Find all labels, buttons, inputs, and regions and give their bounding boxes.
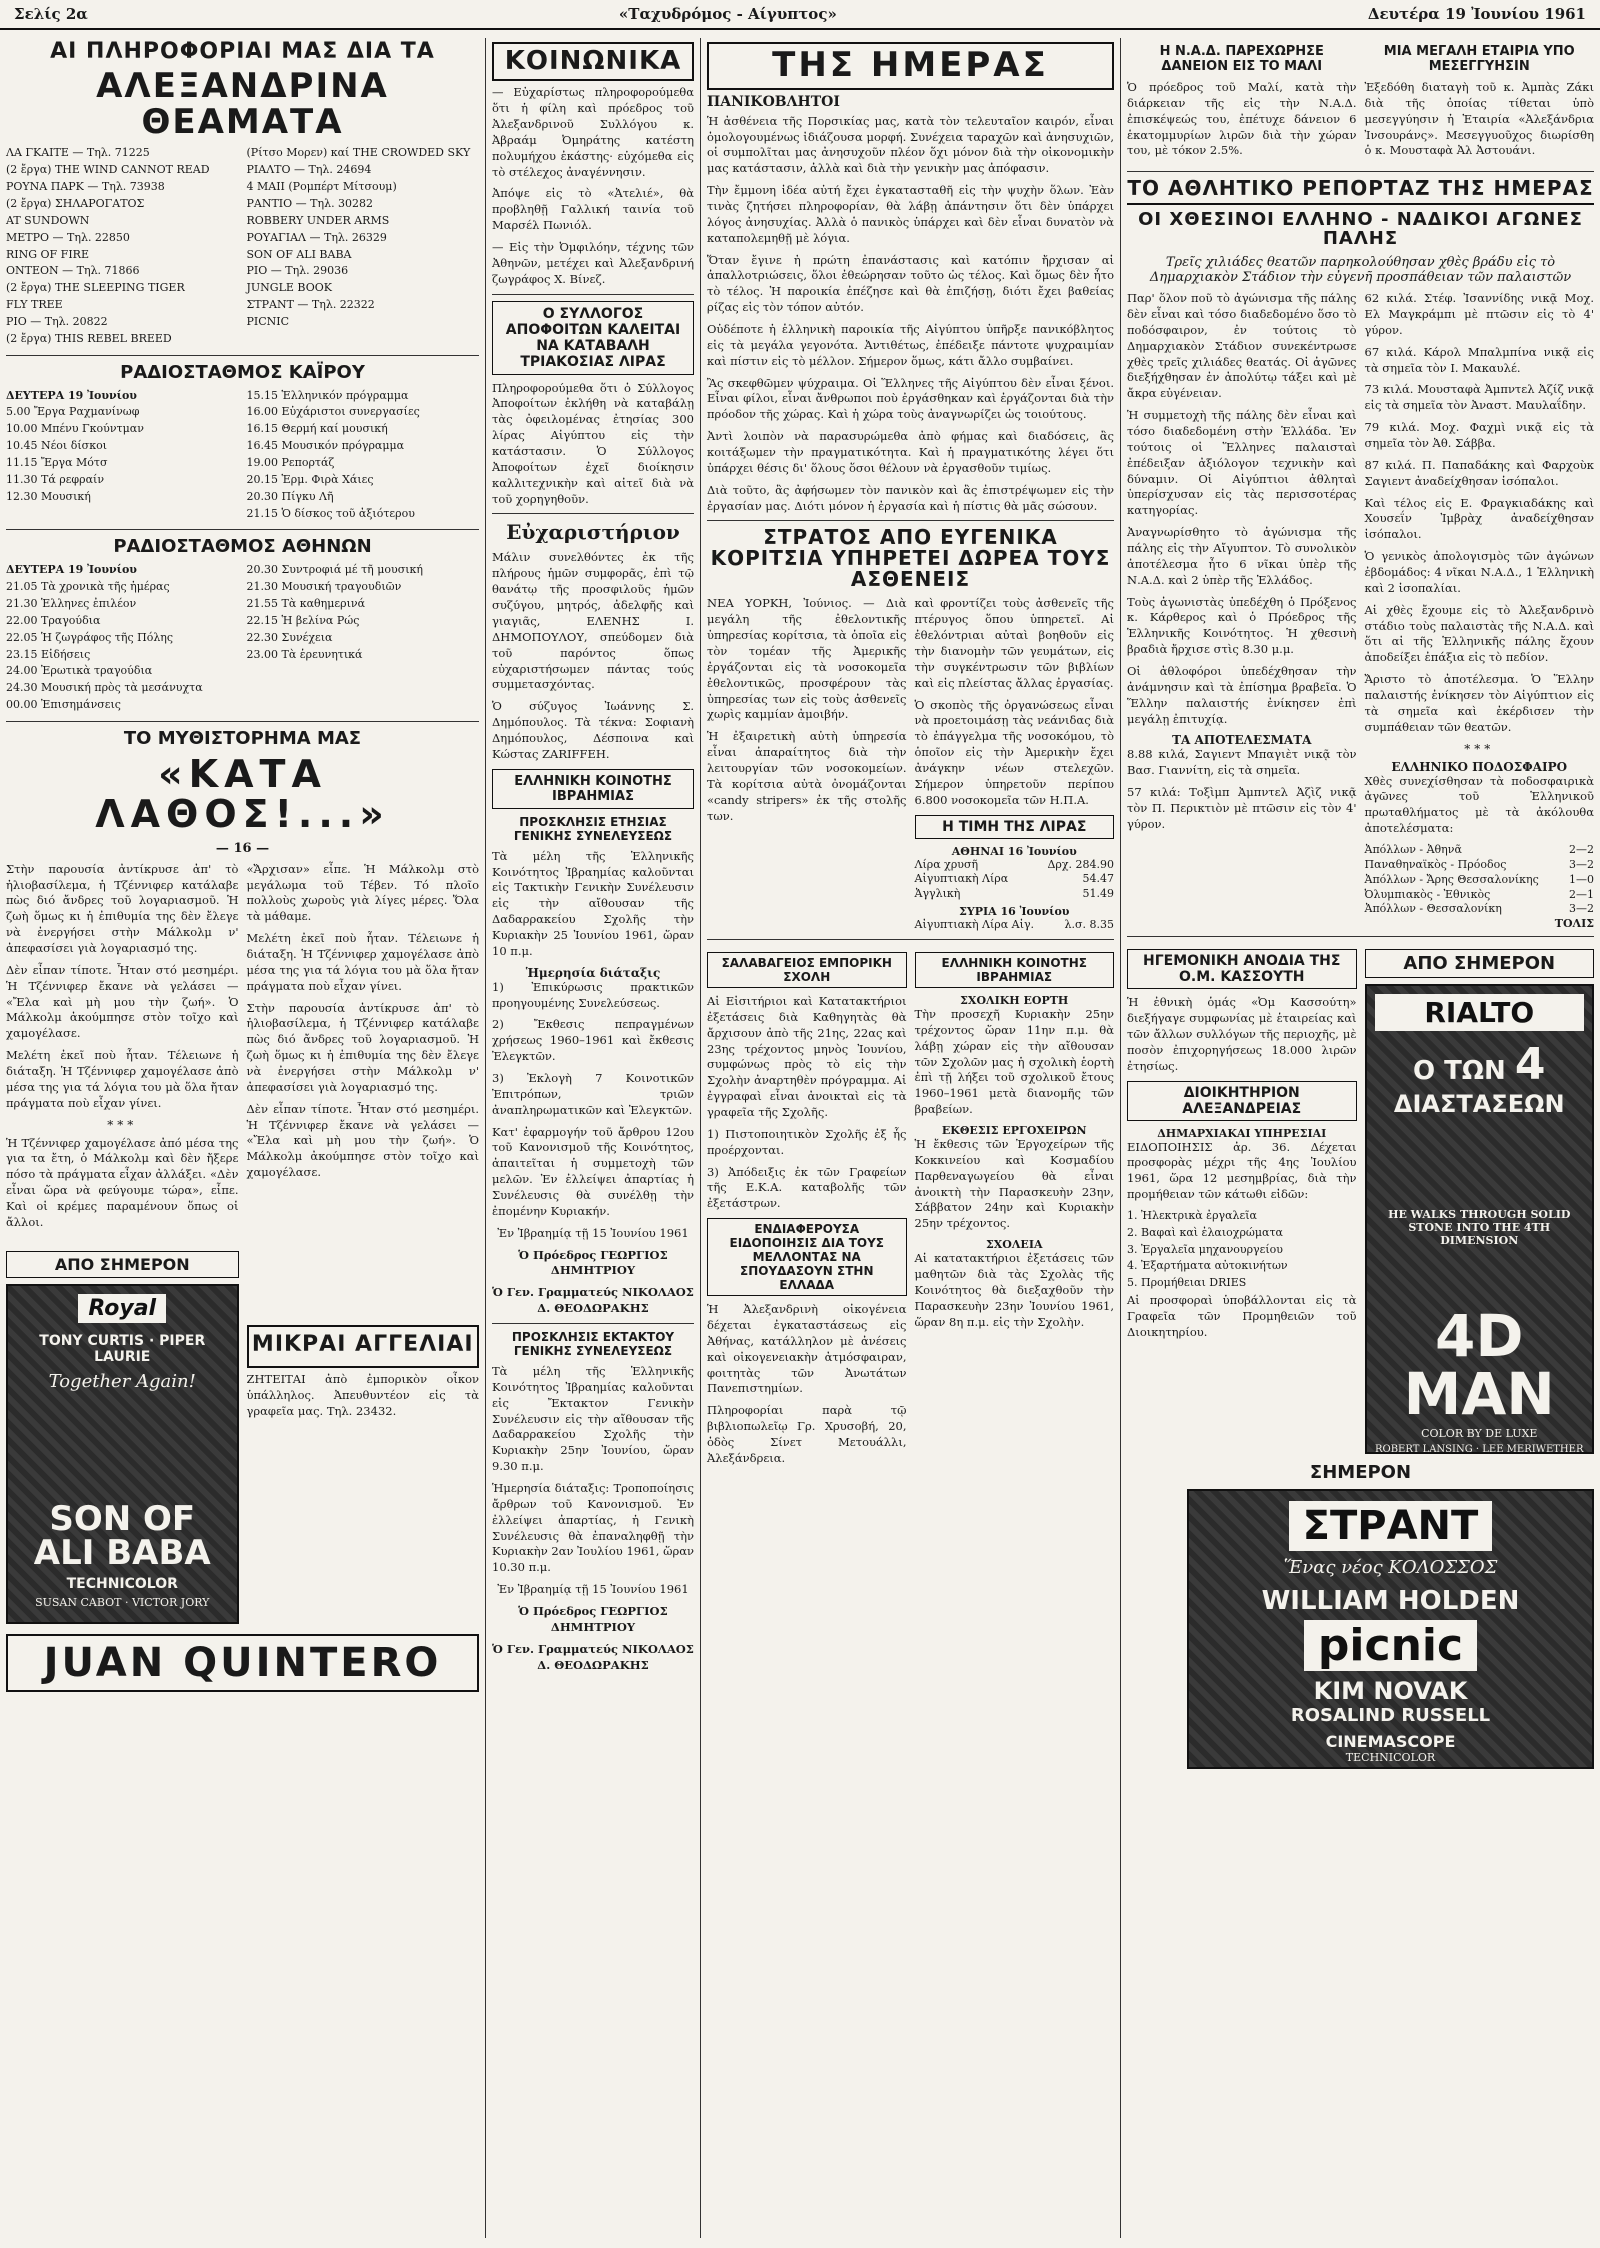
cinema-listing: PICNIC [246,314,290,328]
radio-program-item: 16.45 Μουσικόν πρόγραμμα [246,439,405,453]
wrestling-result: 87 κιλά. Π. Παπαδάκης καὶ Φαρχοὺκ Σαγιεντ ἀναδείχθησαν ἰσόπαλοι. [1364,457,1594,488]
results-text: 57 κιλά: Τοξὶμπ Ἀμπντελ Ἀζὶζ νικᾷ τὸν Π. Περικτιὸν μὲ πτῶσιν εἰς τὸν 4' γύρον. [1127,785,1357,831]
wrestling-paragraph: Ἀναγνωρίσθητο τὸ ἀγώνισμα τῆς πάλης εἰς τὴν Αἴγυπτον. Τὸ συνολικὸν ἀποτέλεσμα ἦτο 6 νῖκαι ὑπὲρ τῆς Ν.Α.Δ. καὶ 2 ὑπὲρ τῆς Ἑλλάδος. [1127,525,1357,587]
football-title: ΕΛΛΗΝΙΚΟ ΠΟΔΟΣΦΑΙΡΟ [1391,759,1568,774]
cinema-listing: FLY TREE [6,298,63,312]
wrestling-result: Ἄριστο τὸ ἀποτέλεσμα. Ὁ Ἕλλην παλαιστής ἐνίκησεν τὸν Αἰγύπτιον εἰς τὰ σημεῖα καὶ ἐκέρδισεν τὴν συμπάθειαν τῶν θεατῶν. [1364,672,1594,734]
classifieds-text: ΖΗΤΕΙΤΑΙ ἀπὸ ἐμπορικὸν οἶκον ὑπάλληλος. Ἀπευθυντέον εἰς τὰ γραφεῖα μας. Τηλ. 23432. [246,1371,479,1418]
separator-stars: *** [107,1117,138,1132]
cinema-listing: ΜΕΤΡΟ — Τηλ. 22850 [6,230,130,244]
ad-pretitle: Ο ΤΩΝ [1413,1056,1506,1087]
ad-credits: SUSAN CABOT · VICTOR JORY [35,1595,210,1609]
cinema-listing: RING OF FIRE [6,247,89,261]
thanks-text: Μάλιν συνελθόντες ἐκ τῆς πλήρους ἡμῶν συμφορᾶς, ἐπὶ τῷ θανάτῳ τῆς προσφιλοῦς ἡμῶν συζύγου, μητρός, ἀδελφῆς καὶ γιαγιᾶς, ΕΛΕΝΗΣ Ι. ΔΗΜΟΠΟΥΛΟΥ, σπεύδομεν διὰ τοῦ παρόντος ὅπως εὐχαριστήσωμεν πάντας τούς συμμετασχόντας. [492,550,694,692]
radio-program-item: 21.05 Τὰ χρονικὰ τῆς ἡμέρας [6,580,170,594]
school-text: Αἱ Εἰσιτήριοι καὶ Κατατακτήριοι ἐξετάσεις διὰ Καθηγητὰς θὰ ἄρχισουν ἀπὸ τῆς 21ης, 22ας καὶ 23ης τρέχοντος μηνὸς Ἰουνίου, συμφώνως πρὸς τὸ εἰς τὴν Σχολὴν ἀναρτηθὲν πρόγραμμα. Αἱ ἐγγραφαὶ εἶναι ἀνοικταὶ εἰς τὰ γραφεῖα τῆς Σχολῆς. [707,994,907,1120]
study-title: ΕΝΔΙΑΦΕΡΟΥΣΑ ΕΙΔΟΠΟΙΗΣΙΣ ΔΙΑ ΤΟΥΣ ΜΕΛΛΟΝΤΑΣ ΝΑ ΣΠΟΥΔΑΣΟΥΝ ΣΤΗΝ ΕΛΛΑΔΑ [707,1218,907,1296]
ad-color: COLOR BY DE LUXE [1421,1427,1538,1441]
ad-color: TECHNICOLOR [66,1575,178,1592]
kassoutis-title: ΗΓΕΜΟΝΙΚΗ ΑΝΟΔΙΑ ΤΗΣ Ο.Μ. ΚΑΣΣΟΥΤΗ [1127,949,1357,989]
notice-text: Κατ' ἐφαρμογήν τοῦ ἄρθρου 12ου τοῦ Κανονισμοῦ τῆς Κοινότητος, ἀπαιτεῖται ἡ συμμετοχὴ τῶν μελῶν. Ἐν ἐλλείψει ἀπαρτίας ἡ Συνέλευσις θὰ συνέλθῃ τὴν ἐπομένην Κυριακήν. [492,1124,694,1218]
social-paragraph: Ἀπόψε εἰς τὸ «Ἀτελιέ», θὰ προβληθῇ Γαλλική ταινία τοῦ Μαρσέλ Πωνιόλ. [492,186,694,233]
notice2-text: Τὰ μέλη τῆς Ἑλληνικῆς Κοινότητος Ἰβραημίας καλοῦνται εἰς Ἔκτακτον Γενικὴν Συνέλευσιν εἰς τὴν αἴθουσαν τῆς Δαδαρρακείου Σχολῆς τὴν Κυριακὴν 25ην Ἰουνίου, ὥραν 9.30 π.μ. [492,1364,694,1474]
admin-item: 4. Ἐξαρτήματα αὐτοκινήτων [1127,1259,1288,1273]
novel-paragraph: Στὴν παρουσία ἀντίκρυσε ἀπ' τὸ ἡλιοβασίλεμα, ἡ Τζέννιφερ κατάλαβε πὼς διό ἄνδρες τοῦ λογαριασμοῦ. Ἡ ζωὴ ὅμως κι ἡ ἐπιθυμία της δὲν ἔλεγε νὰ ἐνεργήσει στὴν Μάλκολμ ν' ἀπεφασίσει γιὰ λογαριασμό της. [246,1000,479,1094]
novel-paragraph: Στὴν παρουσία ἀντίκρυσε ἀπ' τὸ ἡλιοβασίλεμα, ἡ Τζέννιφερ κατάλαβε πὼς διό ἄνδρες τοῦ λογαριασμοῦ. Ἡ ζωὴ ὅμως κι ἡ ἐπιθυμία της δὲν ἔλεγε νὰ ἐνεργήσει στὴν Μάλκολμ ν' ἀπεφασίσει γιὰ λογαριασμό της. [6,861,239,956]
social-paragraph: — Εἰς τὴν Ὀμφιλόην, τέχνης τῶν Ἀθηνῶν, μετέχει καὶ Ἀλεξανδρινή ζωγράφος Χ. Βίνεζ. [492,240,694,286]
radio-program-item: 11.30 Τά ρεφραίν [6,472,105,486]
admin-text: Αἱ προσφοραὶ ὑποβάλλονται εἰς τὰ Γραφεῖα τῶν Προμηθειῶν τοῦ Διοικητηρίου. [1127,1293,1357,1339]
army-text: καὶ φροντίζει τοὺς ἀσθενεῖς τῆς πτέρυγος ὅπου ὑπηρετεῖ. Αἱ ἐθελόντριαι αὐταὶ βοηθοῦν εἰς τὴν διανομὴν τῶν γευμάτων, εἰς τὴν συγκέντρωσιν τῶν βιβλίων καὶ εἰς πλείστας ἄλλας ἐργασίας. [914,596,1114,690]
admin-subtitle: ΔΗΜΑΡΧΙΑΚΑΙ ΥΠΗΡΕΣΙΑΙ [1157,1126,1327,1140]
radio-program-item: 21.30 Ἑλληνες ἐπιλέον [6,597,137,611]
editorial-paragraph: Ὅταν ἔγινε ἡ πρώτη ἐπανάστασις καὶ κατόπιν ἤρχισαν αἱ ἀπαλλοτριώσεις, ὅλοι ἐθεώρησαν τοῦτο ὡς τέλος. Καὶ ὅμως δὲν ἦτο τὸ τέλος. Ἡ παροικία ἐπέζησε καὶ θὰ ἐπιζήσῃ, διότι ἔχει βαθείας ρίζας εἰς τὸν τόπον αὐτόν. [707,252,1114,315]
cinema-listing: ΣΤΡΑΝΤ — Τηλ. 22322 [246,298,375,312]
cinema-listing: 4 ΜΑΙΙ (Ρομπέρτ Μίτσουμ) [246,180,397,194]
radio-program-item: 12.30 Μουσική [6,489,91,503]
admin-item: 2. Βαφαὶ καὶ ἐλαιοχρώματα [1127,1225,1283,1239]
juan-quintero-banner: JUAN QUINTERO [43,1639,442,1686]
column-2 [486,38,700,1679]
football-result-row: Ἀπόλλων - Ἀθηνᾶ 2—2 [1364,843,1594,856]
radio-program-item: 22.05 Ἡ ζωγράφος τῆς Πόλης [6,630,174,644]
study-text: Ἡ Ἀλεξανδρινὴ οἰκογένεια δέχεται ἐγκαταστάσεως εἰς Ἀθήνας, κατάλληλον μὲ ἀνέσεις καὶ οἰκογενειακὴν ἀτμόσφαιραν, φοιτητὰς τῶν Ἀνωτάτων Πανεπιστημίων. [707,1302,907,1396]
radio-kairo-schedule [6,389,479,524]
lira-price-row: Λίρα χρυσῆ Δρχ. 284.90 [914,857,1114,871]
radio-program-item: 11.15 Ἔργα Μότσ [6,455,108,469]
radio-program-item: 15.15 Ἑλληνικόν πρόγραμμα [246,388,409,402]
editorial-paragraph: Ἂς σκεφθῶμεν ψύχραιμα. Οἱ Ἕλληνες τῆς Αἰγύπτου δὲν εἶναι ξένοι. Εἶναι φίλοι, εἶναι ἄνθρωποι ποὺ ἐργάσθηκαν καὶ ἐργάζονται διὰ τὴν πρόοδον τῆς χώρας. Καὶ ἡ χώρα τοὺς ἀναγνωρίζει ὡς τοιούτους. [707,375,1114,422]
ad-tagline: HE WALKS THROUGH SOLID STONE INTO THE 4TH DIMENSION [1388,1208,1571,1248]
royal-cinema-ad[interactable] [6,1284,239,1624]
editorial-paragraph: Διὰ τοῦτο, ἂς ἀφήσωμεν τὸν πανικὸν καὶ ἂς ἐπιστρέψωμεν εἰς τὴν ἐργασίαν μας. Διότι μόνον ἡ ἐργασία καὶ ἡ πίστις θὰ μᾶς σώσουν. [707,482,1114,513]
wrestling-result: 79 κιλά. Μοχ. Φαχμὶ νικᾷ εἰς τὰ σημεῖα τὸν Ἀθ. Σάββα. [1364,420,1594,450]
ad-film-title-2: 4D MAN [1403,1302,1555,1429]
notice-secretary: Ὁ Γεν. Γραμματεύς ΝΙΚΟΛΑΟΣ Δ. ΘΕΟΔΩΡΑΚΗΣ [492,1285,694,1316]
radio-program-item: 23.15 Εἰδήσεις [6,647,91,661]
company-sequestration-text: Ἐξεδόθη διαταγὴ τοῦ κ. Ἀμπὰς Ζάκι διὰ τῆς ὁποίας τίθεται ὑπὸ μεσεγγύησιν ἡ Ἑταιρία «Ἀλεξάνδρια Ἰνσουράνς». Μεσεγγυοῦχος διωρίσθη ὁ κ. Μουσταφὰ Ἀλ Ἀστουάνι. [1364,80,1594,158]
strand-cinema-ad[interactable] [1187,1489,1594,1769]
editorial-paragraph: Τὴν ἔμμονη ἰδέα αὐτή ἔχει ἐγκατασταθῆ εἰς τὴν ψυχὴν ὅλων. Ἐὰν τινὰς ζητήσει πληροφορίαν, θὰ λάβῃ ἀπάντησιν ὅτι δὲν ὑπάρχει λόγος ἀνησυχίας. Ἀλλὰ ὁ πανικὸς ὑπάρχει καὶ δὲν εἶναι δυνατὸν νὰ καταπολεμηθῇ μὲ λόγια. [707,183,1114,245]
wrestling-paragraph: Ἡ συμμετοχὴ τῆς πάλης δὲν εἶναι καὶ τόσο διαδεδομένη στὴν Ἑλλάδα. Ἐν τούτοις οἱ Ἕλληνες παλαισταὶ ἐπέδειξαν ἀξιόλογον τεχνικὴν καὶ δύναμιν. Οἱ Αἰγύπτιοι ἀθληταὶ ὑπερίσχυσαν εἰς τὰς περισσοτέρας κατηγορίας. [1127,408,1357,518]
cinema-listing: (2 ἔργα) THE SLEEPING TIGER [6,281,185,295]
cinema-listings [6,146,479,348]
radio-athens-date: ΔΕΥΤΕΡΑ 19 Ἰουνίου [6,563,137,577]
ad-credits: ROBERT LANSING · LEE MERIWETHER [1374,1444,1584,1456]
sport-report-title: ΤΟ ΑΘΛΗΤΙΚΟ ΡΕΠΟΡΤΑΖ ΤΗΣ ΗΜΕΡΑΣ [1127,178,1594,205]
agenda-item: 3) Ἐκλογὴ 7 Κοινοτικῶν Ἐπιτρόπων, τριῶν ἀναπληρωματικῶν καὶ Ἐλεγκτῶν. [492,1070,694,1117]
rialto-logo: RIALTO [1375,994,1585,1031]
school-item: 1) Πιστοποιητικὸν Σχολῆς ἐξ ἧς προέρχονται. [707,1126,907,1157]
alumni-headline: Ο ΣΥΛΛΟΓΟΣ ΑΠΟΦΟΙΤΩΝ ΚΑΛΕΙΤΑΙ ΝΑ ΚΑΤΑΒΑΛΗ ΤΡΙΑΚΟΣΙΑΣ ΛΙΡΑΣ [492,301,694,375]
notice2-date: Ἐν Ἰβραημίᾳ τῇ 15 Ἰουνίου 1961 [497,1582,689,1597]
school-item: 3) Ἀπόδειξις ἐκ τῶν Γραφείων τῆς Ε.Κ.Α. καταβολῆς τῶν ἐξετάστρων. [707,1164,907,1211]
ad-star: ROSALIND RUSSELL [1290,1705,1491,1727]
page-number: Σελίς 2α [14,5,88,23]
wrestling-headline: ΟΙ ΧΘΕΣΙΝΟΙ ΕΛΛΗΝΟ - ΝΑΔΙΚΟΙ ΑΓΩΝΕΣ ΠΑΛΗΣ [1138,209,1583,250]
wrestling-paragraph: Παρ' ὅλον ποῦ τὸ ἀγώνισμα τῆς πάλης δὲν εἶναι καὶ τόσο διαδεδομένο ὅσο τὸ ποδόσφαιρον, ἐν τούτοις τὸ Δημαρχιακὸν Στάδιον συνεκέντρωσε χθὲς τρεῖς χιλιάδες θεατάς. Οἱ ἀγῶνες διεξήχθησαν ἐν ἀπολύτῳ τάξει καὶ μὲ ἄκρα εὐγένειαν. [1127,291,1357,401]
radio-program-item: 20.30 Συντροφιά μέ τῆ μουσική [246,563,424,577]
column-1 [0,38,485,1696]
ergocheiron-title: ΕΚΘΕΣΙΣ ΕΡΓΟΧΕΙΡΩΝ [941,1124,1087,1138]
lira-price-row: Αἰγυπτιακὴ Λίρα 54.47 [914,872,1114,886]
issue-date: Δευτέρα 19 Ἰουνίου 1961 [1367,5,1586,23]
notice2-text: Ἡμερησία διάταξις: Τροποποίησις ἄρθρων τοῦ Κανονισμοῦ. Ἐν ἐλλείψει ἀπαρτίας, ἡ Γενικὴ Συνέλευσις θὰ ἐπαναληφθῇ τὴν Κυριακὴν 2αν Ἰουλίου 1961, ὥραν 10.30 π.μ. [492,1481,694,1575]
admin-item: 5. Προμήθειαι DRIES [1127,1276,1247,1290]
apo-simeron-label: ΑΠΟ ΣΗΜΕΡΟΝ [1365,949,1595,978]
radio-kairo-title: ΡΑΔΙΟΣΤΑΘΜΟΣ ΚΑΪΡΟΥ [120,361,365,383]
wrestling-result: 62 κιλά. Στέφ. Ἰσαννίδης νικᾷ Μοχ. Ελ Μαγκράμπι μὲ πτῶσιν εἰς τὸ 4' γύρον. [1364,291,1594,337]
wrestling-result: 73 κιλά. Μουσταφὰ Ἀμπντελ Ἀζίζ νικᾷ εἰς τὰ σημεῖα τὸν Ἀναστ. Μαυλαΐδην. [1364,382,1594,413]
admin-title: ΔΙΟΙΚΗΤΗΡΙΟΝ ΑΛΕΞΑΝΔΡΕΙΑΣ [1127,1081,1357,1121]
editorial-title: ΤΗΣ ΗΜΕΡΑΣ [772,45,1049,85]
wrestling-paragraph: Οἱ ἀθλοφόροι ὑπεδέχθησαν τὴν ἀνάμνησιν καὶ τὰ ἐπίσημα βραβεῖα. Ὁ Ἕλλην παλαιστής ἐνίκησεν ἐπὶ μεγάλῃ ἐπιτυχίᾳ. [1127,663,1357,726]
agenda-title: Ἡμερησία διάταξις [525,965,661,980]
strand-logo: ΣΤΡΑΝΤ [1289,1501,1493,1551]
column-3 [701,38,1120,1473]
football-text: Χθὲς συνεχίσθησαν τὰ ποδοσφαιρικὰ ἀγῶνες τοῦ Ἑλληνικοῦ πρωταθλήματος μὲ τὰ ἀκόλουθα ἀποτελέσματα: [1364,773,1594,836]
radio-program-item: 20.15 Ἑρμ. Φιρὰ Χάιες [246,472,374,486]
kassoutis-text: Ἡ ἐθνικὴ ὁμάς «Ὀμ Κασσούτη» διεξήγαγε συμφωνίας μὲ ἑταιρείας καὶ τῶν ἄλλων συλλόγων τῆς περιοχῆς, μὲ ποσὸν ἐπιχορηγήσεως 18.000 λιρῶν ἐτησίως. [1127,995,1357,1073]
company-sequestration-title: ΜΙΑ ΜΕΓΑΛΗ ΕΤΑΙΡΙΑ ΥΠΟ ΜΕΣΕΓΓΥΗΣΙΝ [1383,44,1575,74]
ad-format: CINEMASCOPE [1325,1732,1456,1752]
cinema-listing: (Ρίτσο Μορεν) καί THE CROWDED SKY [246,146,471,160]
novel-chapter: — 16 — [215,840,270,856]
radio-program-item: 22.00 Τραγούδια [6,613,101,627]
notice-text: Τὰ μέλη τῆς Ἑλληνικῆς Κοινότητος Ἰβραημίας καλοῦνται εἰς Τακτικὴν Γενικὴν Συνέλευσιν εἰς τὴν αἴθουσαν τῆς Δαδαρρακείου Σχολῆς τὴν Κυριακὴν 25 Ἰουνίου 1961, ὥραν 10 π.μ. [492,848,694,958]
cinema-listing: ΟΝΤΕΟΝ — Τηλ. 71866 [6,264,140,278]
radio-program-item: 16.00 Εὐχάριστοι συνεργασίες [246,405,420,419]
notice-president: Ὁ Πρόεδρος ΓΕΩΡΓΙΟΣ ΔΗΜΗΤΡΙΟΥ [518,1247,668,1278]
thanks-title: Εὐχαριστήριον [506,520,680,545]
radio-program-item: 23.00 Τὰ ἑρευνητικά [246,647,363,661]
school-title: ΣΑΛΑΒΑΓΕΙΟΣ ΕΜΠΟΡΙΚΗ ΣΧΟΛΗ [707,952,907,988]
football-result-row: Ἀπόλλων - Ἄρης Θεσσαλονίκης 1—0 [1364,872,1594,886]
ad-film-title: picnic [1304,1620,1477,1671]
radio-program-item: 5.00 Ἔργα Ραχμανίνωφ [6,405,140,419]
army-girls-headline: ΣΤΡΑΤΟΣ ΑΠΟ ΕΥΓΕΝΙΚΑ ΚΟΡΙΤΣΙΑ ΥΠΗΡΕΤΕΙ ΔΩΡΕΑ ΤΟΥΣ ΑΣΘΕΝΕΙΣ [710,525,1111,592]
editorial-subtitle: ΠΑΝΙΚΟΒΛΗΤΟΙ [707,93,840,110]
agenda-item: 1) Ἐπικύρωσις πρακτικῶν προηγουμένης Συνελεύσεως. [492,979,694,1010]
novel-paragraph: Δὲν εἶπαν τίποτε. Ἦταν στό μεσημέρι. Ἡ Τζέννιφερ ἔκανε νὰ γελάσει — «Ἔλα καὶ μὴ μου τὴν ζωή». Ὁ Μάλκολμ ἀκούμπησε στὸν τοῖχο καὶ χαμογέλασε. [246,1101,479,1180]
community-headline: ΕΛΛΗΝΙΚΗ ΚΟΙΝΟΤΗΣ ΙΒΡΑΗΜΙΑΣ [492,769,694,809]
editorial-paragraph: Ἀντὶ λοιπὸν νὰ παρασυρώμεθα ἀπὸ φήμας καὶ διαδόσεις, ἂς κοιτάξωμεν τὴν πραγματικότητα. Καὶ ἡ πραγματικότης λέγει ὅτι ὑπάρχει θέσις δι' ὅλους ὅσοι θέλουν νὰ ἐργασθοῦν τιμίως. [707,429,1114,475]
results-title: ΤΑ ΑΠΟΤΕΛΕΣΜΑΤΑ [1172,733,1312,748]
nad-loan-text: Ὁ πρόεδρος τοῦ Μαλί, κατὰ τὴν διάρκειαν τῆς εἰς τὴν Ν.Α.Δ. ἐπισκέψεώς του, ἐπέτυχε δάνειον 6 ἑκατομμυρίων λιρῶν διὰ τὴν χώραν του, μὲ τόκον 2.5%. [1127,80,1357,158]
radio-program-item: 20.30 Πίγκυ Λῆ [246,489,334,503]
ad-tagline: Together Again! [48,1370,196,1392]
cinema-listing: ROBBERY UNDER ARMS [246,213,390,227]
novel-paragraph: Μελέτη ἐκεῖ ποὺ ἦταν. Τέλειωνε ἡ διάταξη. Ἡ Τζέννιφερ χαμογέλασε ἀπὸ μέσα της για τά λόγια του μὰ ὅλα ἤταν πράγματα ποὺ εἶχαν γίνει. [6,1048,239,1110]
ibr-subtitle: ΣΧΟΛΙΚΗ ΕΟΡΤΗ [960,994,1069,1007]
notice-date: Ἐν Ἰβραημίᾳ τῇ 15 Ἰουνίου 1961 [497,1225,689,1240]
radio-program-item: 22.15 Ἡ βελίνα Ρώς [246,613,360,627]
wrestling-subheadline: Τρεῖς χιλιάδες θεατῶν παρηκολούθησαν χθὲς βράδυ εἰς τὸ Δημαρχιακὸν Στάδιον τὴν εὐγενῆ προσπάθειαν τῶν παλαιστῶν [1149,255,1572,286]
cinema-listing: ΡΟΥΝΑ ΠΑΡΚ — Τηλ. 73938 [6,180,165,194]
ad-film-title: ΔΙΑΣΤΑΣΕΩΝ [1393,1090,1565,1119]
lira-athens-date: ΑΘΗΝΑΙ 16 Ἰουνίου [951,844,1077,858]
admin-item: 1. Ἠλεκτρικὰ ἐργαλεῖα [1127,1208,1257,1222]
cinema-listing: ΡΟΥΑΓΙΑΛ — Τηλ. 26329 [246,230,387,244]
rialto-cinema-ad[interactable] [1365,984,1595,1454]
football-result-row: Παναθηναϊκὸς - Πρόοδος 3—2 [1364,857,1594,871]
newspaper-name: «Ταχυδρόμος - Αίγυπτος» [618,5,837,23]
army-text: ΝΕΑ ΥΟΡΚΗ, Ἰούνιος. — Διὰ μεγάλη τῆς ἐθελοντικῆς ὑπηρεσίας κορίτσια, τὰ ὁποῖα εἰς τὸν τομέαν τῆς Ἀμερικῆς ἐργάζονται εἰς τὰ νοσοκομεῖα ἐθελοντικῶς, προσφέρουν τὰς ὑπηρεσίας των εἰς τοὺς ἀσθενεῖς χωρὶς καμμίαν ἀμοιβήν. [707,596,907,722]
novel-section-title: ΤΟ ΜΥΘΙΣΤΟΡΗΜΑ ΜΑΣ [123,727,362,749]
novel-paragraph: Ἡ Τζέννιφερ χαμογέλασε ἀπό μέσα της για τα ἔτη, ὁ Μάλκολμ καὶ δὲν ἤξερε πόσο τὰ πράγματα εἶχαν ἀλλάξει. «Δὲν εἶναι ὥρα νὰ φεύγουμε τώρα», εἶπε. Καὶ οἱ κρέμες παραμένουν ὅπως οἱ ἄλλοι. [6,1135,239,1229]
radio-program-item: 16.15 Θερμή καί μουσική [246,422,388,436]
ad-stars: TONY CURTIS · PIPER LAURIE [39,1332,206,1365]
cinema-listing: JUNGLE BOOK [246,281,332,295]
lira-syria-row: Αἰγυπτιακὴ Λίρα Αἰγ. λ.σ. 8.35 [914,918,1114,932]
cinema-listing: AT SUNDOWN [6,213,90,227]
lira-price-title: Η ΤΙΜΗ ΤΗΣ ΛΙΡΑΣ [915,815,1115,839]
cinema-listing: ΡΙΟ — Τηλ. 29036 [246,264,349,278]
alumni-text: Πληροφορούμεθα ὅτι ὁ Σύλλογος Ἀποφοίτων ἐκλήθη νὰ καταβάλῃ τὰς ὀφειλομένας ἐτησίας 300 λίρας Αἰγύπτου εἰς τὴν κατάστασιν. Ὁ Σύλλογος Ἀποφοίτων ἐχεῖ διοίκησιν καλλιτεχνικὴν καὶ αἰτεῖ διὰ νὰ τοῦ χορηγηθοῦν. [492,380,694,506]
royal-logo: Royal [78,1294,166,1323]
football-signature: ΤΟΛΙΣ [1554,917,1594,931]
notice2-title: ΠΡΟΣΚΛΗΣΙΣ ΕΚΤΑΚΤΟΥ ΓΕΝΙΚΗΣ ΣΥΝΕΛΕΥΣΕΩΣ [511,1330,675,1358]
scholeia-text: Αἱ κατατακτήριοι ἐξετάσεις τῶν μαθητῶν διὰ τὰς Σχολὰς τῆς Κοινότητος θὰ διεξαχθοῦν τὴν Παρασκευὴν 23ην Ἰουνίου 1961, ὥραν 8η π.μ. εἰς τὴν Σχολὴν. [914,1251,1114,1329]
lira-price-row: Ἀγγλικὴ 51.49 [914,887,1114,901]
army-text: Ἡ ἐξαιρετικὴ αὐτὴ ὑπηρεσία εἶναι ἀπαραίτητος διὰ τὴν λειτουργίαν τῶν νοσοκομείων. Τὰ κορίτσια αὐτὰ ὀνομάζονται «candy stripers» ἐκ τῆς στολῆς των. [707,729,907,823]
wrestling-result: Αἱ χθὲς ἔχουμε εἰς τὸ Ἀλεξανδρινὸ στάδιο τοὺς παλαιστὰς τῆς Ν.Α.Δ. καὶ ὅτι αἱ τῆς Ἑλληνικῆς πάλης ἔχουν ἀποδείξει ἐπάξια εἰς τὸ πεδίον. [1364,602,1594,665]
radio-kairo-date: ΔΕΥΤΕΡΑ 19 Ἰουνίου [6,388,137,402]
admin-text: ΕΙΔΟΠΟΙΗΣΙΣ ἀρ. 36. Δέχεται προσφορὰς μέχρι τῆς 4ης Ἰουλίου 1961, ὥρα 12 μεσημβρίας, διὰ τὴν προμήθειαν τῶν κάτωθι εἰδῶν: [1127,1139,1357,1202]
wrestling-paragraph: Τοὺς ἀγωνιστὰς ὑπεδέχθη ὁ Πρόξενος κ. Κάρθερος καὶ ὁ Πρόεδρος τῆς Ἑλληνικῆς Κοινότητος. Ἡ χθεσινὴ βραδιὰ ἤρχισε στὶς 8.30 μ.μ. [1127,594,1357,657]
notice2-secretary: Ὁ Γεν. Γραμματεύς ΝΙΚΟΛΑΟΣ Δ. ΘΕΟΔΩΡΑΚΗΣ [492,1641,694,1672]
novel-title: «ΚΑΤΑ ΛΑΘΟΣ!...» [95,751,390,836]
radio-program-item: 24.00 Ἐρωτικὰ τραγούδια [6,664,153,678]
editorial-paragraph: Ἡ ἀσθένεια τῆς Πορσικίας μας, κατὰ τὸν τελευταῖον καιρόν, εἶναι ὁμολογουμένως ἰδιάζουσα μορφή. Συνέχεια ταραχῶν καὶ ἀνησυχιῶν, οἱ συμπολῖται μας ἀνησυχοῦν πλέον ὅχι μόνον διὰ τὴν οἰκονομικὴν μας κατάστασιν, ἀλλὰ καὶ διὰ τὴν γενικὴν μας ἀπόφασιν. [707,113,1114,176]
ad-color: TECHNICOLOR [1345,1751,1436,1765]
cinema-listing: (2 ἔργα) THIS REBEL BREED [6,331,172,345]
wrestling-result: Ὁ γενικὸς ἀπολογισμὸς τῶν ἀγώνων ἐβδομάδος: 4 νῖκαι Ν.Α.Δ., 1 Ἑλληνικὴ καὶ 2 ἰσοπαλίαι. [1364,549,1594,595]
wrestling-result: 67 κιλά. Κάρολ Μπαλμπίνα νικᾷ εἰς τὰ σημεῖα τὸν Ι. Μακαυλέ. [1364,344,1594,375]
ibr-text: Τὴν προσεχῆ Κυριακὴν 25ην τρέχοντος ὥραν 11ην π.μ. θὰ λάβῃ χώραν εἰς τὴν αἴθουσαν τῶν Σχολῶν μας ἡ σχολικὴ ἑορτὴ ἐπὶ τῇ λήξει τοῦ σχολικοῦ ἔτους 1960–1961 μετὰ διανομῆς τῶν βραβείων. [914,1007,1114,1117]
radio-program-item: 19.00 Ρεπορτάζ [246,455,335,469]
cinema-listing: ΡΙΟ — Τηλ. 20822 [6,314,108,328]
ad-star: WILLIAM HOLDEN [1261,1586,1520,1617]
results-text: 8.88 κιλά, Σαγιεντ Μπαγιὲτ νικᾷ τὸν Βασ. Γιαννίτη, εἰς τὰ σημεῖα. [1127,747,1357,778]
ad-tagline: Ἕνας νέος ΚΟΛΟΣΣΟΣ [1283,1557,1498,1579]
cinema-listing: ΡΙΑΛΤΟ — Τηλ. 24694 [246,163,372,177]
football-result-row: Ἀπόλλων - Θεσσαλονίκη 3—2 [1364,902,1594,916]
army-text: Ὁ σκοπὸς τῆς ὀργανώσεως εἶναι νὰ προετοιμάσῃ τὰς νεάνιδας διὰ τὸ ἐπάγγελμα τῆς νοσοκόμου, τὸ ὁποῖον εἰς τὴν Ἀμερικὴν ἔχει ἀνάγκην νέων στελεχῶν. Σήμερον ὑπηρετοῦν περίπου 6.800 νοσοκομεῖα τῶν Η.Π.Α. [914,697,1114,807]
column-4 [1121,38,1600,1769]
radio-program-item: 10.00 Μπένυ Γκούντμαν [6,422,144,436]
radio-program-item: 00.00 Ἐπισημάνσεις [6,698,121,712]
radio-program-item: 22.30 Συνέχεια [246,630,333,644]
simeron-label: ΣΗΜΕΡΟΝ [1309,1462,1412,1484]
thanks-signers: Ὁ σύζυγος Ἰωάννης Σ. Δημόπουλος. Τὰ τέκνα: Σοφιανὴ Δημόπουλος, Δέσποινα καὶ Κώστας ZARIFFEH. [492,699,694,761]
scholeia-title: ΣΧΟΛΕΙΑ [986,1238,1043,1252]
apo-simeron-label: ΑΠΟ ΣΗΜΕΡΟΝ [6,1251,239,1278]
cinema-listing: SON OF ALI BABA [246,247,352,261]
ad-number: 4 [1514,1039,1546,1091]
cinema-listing: (2 ἔργα) ΣΗΛΑΡΟΓΑΤΟΣ [6,197,145,210]
lira-syria-date: ΣΥΡΙΑ 16 Ἰουνίου [959,905,1070,919]
novel-paragraph: Μελέτη ἐκεῖ ποὺ ἦταν. Τέλειωνε ἡ διάταξη. Ἡ Τζέννιφερ χαμογέλασε ἀπὸ μέσα της για τά λόγια του μὰ ὅλα ἤταν πράγματα ποὺ εἶχαν γίνει. [246,931,479,993]
radio-program-item: 10.45 Νέοι δίσκοι [6,439,107,453]
wrestling-result: Καὶ τέλος εἰς Ε. Φραγκιαδάκης καὶ Χουσεΐν Ἰμβρὰχ ἀναδείχθησαν ἰσόπαλοι. [1364,495,1594,542]
study-contact: Πληροφορίαι παρὰ τῷ βιβλιοπωλεῖῳ Γρ. Χρυσοβή, 20, ὁδὸς Σίνετ Μετουάλλι, Ἀλεξάνδρεια. [707,1403,907,1465]
radio-program-item: 21.55 Τὰ καθημερινά [246,597,366,611]
radio-program-item: 21.30 Μουσική τραγουδιῶν [246,580,402,594]
nad-loan-title: Η Ν.Α.Δ. ΠΑΡΕΧΩΡΗΣΕ ΔΑΝΕΙΟΝ ΕΙΣ ΤΟ ΜΑΛΙ [1159,44,1324,74]
radio-athens-title: ΡΑΔΙΟΣΤΑΘΜΟΣ ΑΘΗΝΩΝ [113,536,372,558]
radio-athens-schedule [6,563,479,715]
social-paragraph: — Εὐχαρίστως πληροφορούμεθα ὅτι ἡ φίλη καὶ πρόεδρος τοῦ Ἀλεξανδρινοῦ Συλλόγου κ. Ἀβραάμ Ὀμηράτης κατέστη πολυμήχου ἐκάστης· εὐχόμεθα εἰς τὸ στέλεχος ἀναγέννησιν. [492,85,694,179]
editorial-paragraph: Οὐδέποτε ἡ ἑλληνικὴ παροικία τῆς Αἰγύπτου ὑπῆρξε πανικόβλητος εἰς τὰ μεγάλα γεγονότα. Ἀντιθέτως, ἐπέδειξε πάντοτε ψυχραιμίαν καὶ πίστιν εἰς τὸ μέλλον. Σήμερον ὅμως, κάτι ἄλλο συμβαίνει. [707,322,1114,368]
separator-stars: *** [1464,741,1495,756]
ibr-title: ΕΛΛΗΝΙΚΗ ΚΟΙΝΟΤΗΣ ΙΒΡΑΗΜΙΑΣ [915,952,1115,988]
ergocheiron-text: Ἡ ἔκθεσις τῶν Ἐργοχείρων τῆς Κοκκινείου καὶ Κοσμαδίου Παρθεναγωγείου θὰ εἶναι ἀνοικτὴ τὴν Παρασκευὴν 23ην, Σάββατον 24ην καὶ Κυριακὴν 25ην τρέχοντος. [914,1137,1114,1231]
cinema-info-title: ΑΙ ΠΛΗΡΟΦΟΡΙΑΙ ΜΑΣ ΔΙΑ ΤΑ [50,39,435,64]
cinema-listing: ΛΑ ΓΚΑΙΤΕ — Τηλ. 71225 [6,146,150,160]
radio-program-item: 21.15 Ὁ δίσκος τοῦ ἀξιότερου [246,506,415,520]
cinema-listing: ΡΑΝΤΙΟ — Τηλ. 30282 [246,197,374,210]
novel-paragraph: «Ἄρχισαν» εἶπε. Ἡ Μάλκολμ στὸ μεγάλωμα τοῦ Τέβεν. Τό πλοῖο πολλοὺς χωροὺς γιὰ λίγες μέρες. Ὅλα τὰ μάθαμε. [246,861,479,924]
admin-item: 3. Ἐργαλεῖα μηχανουργείου [1127,1242,1283,1256]
notice-title: ΠΡΟΣΚΛΗΣΙΣ ΕΤΗΣΙΑΣ ΓΕΝΙΚΗΣ ΣΥΝΕΛΕΥΣΕΩΣ [513,814,673,843]
classifieds-title: ΜΙΚΡΑΙ ΑΓΓΕΛΙΑΙ [251,1331,474,1357]
cinema-listing: (2 ἔργα) THE WIND CANNOT READ [6,163,210,177]
novel-paragraph: Δὲν εἶπαν τίποτε. Ἦταν στό μεσημέρι. Ἡ Τζέννιφερ ἔκανε νὰ γελάσει — «Ἔλα καὶ μὴ μου τὴν ζωή». Ὁ Μάλκολμ ἀκούμπησε στὸν τοῖχο καὶ χαμογέλασε. [6,962,239,1041]
ad-film-title: SON OF ALI BABA [33,1498,211,1573]
agenda-item: 2) Ἔκθεσις πεπραγμένων χρήσεως 1960–1961 καὶ ἔκθεσις Ἐλεγκτῶν. [492,1017,694,1064]
cinema-info-title-2: ΑΛΕΞΑΝΔΡΙΝΑ ΘΕΑΜΑΤΑ [96,66,389,142]
radio-program-item: 24.30 Μουσική πρὸς τὰ μεσάνυχτα [6,681,203,695]
ad-star: KIM NOVAK [1313,1677,1468,1706]
social-title: ΚΟΙΝΩΝΙΚΑ [504,46,682,76]
masthead [0,0,1600,30]
football-result-row: Ὀλυμπιακὸς - Ἐθνικὸς 2—1 [1364,887,1594,901]
notice2-president: Ὁ Πρόεδρος ΓΕΩΡΓΙΟΣ ΔΗΜΗΤΡΙΟΥ [518,1604,668,1634]
